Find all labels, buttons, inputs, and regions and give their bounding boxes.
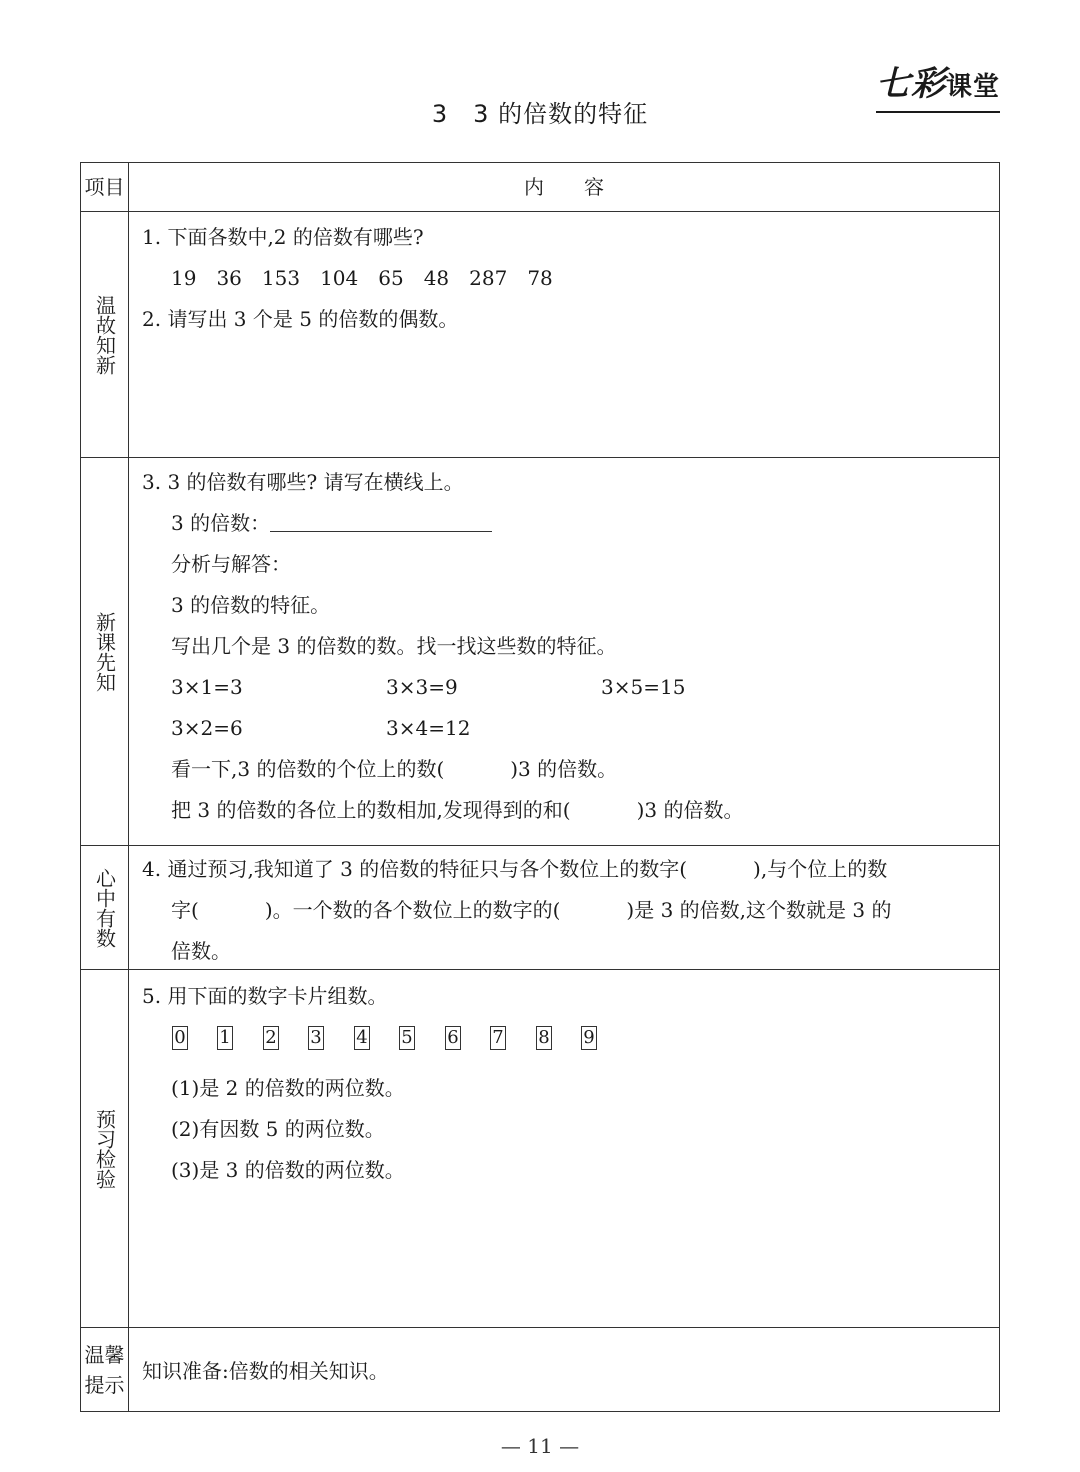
question-4-line-2	[171, 897, 891, 923]
digit-card: 8	[536, 1026, 552, 1050]
equation-3x5: 3×5=15	[601, 675, 686, 699]
digit-card: 9	[581, 1026, 597, 1050]
q4-text-a: 4. 通过预习,我知道了 3 的倍数的特征只与各个数位上的数字(	[142, 857, 688, 881]
sum-line	[171, 797, 744, 823]
section-content-check	[129, 970, 999, 1327]
sub-question-3: (3)是 3 的倍数的两位数。	[171, 1158, 405, 1182]
equation-3x3: 3×3=9	[386, 675, 458, 699]
question-1: 1. 下面各数中,2 的倍数有哪些?	[142, 225, 424, 249]
section-label-tip	[81, 1328, 129, 1411]
brand-logo-big: 七彩	[875, 64, 946, 104]
brand-logo-small: 课堂	[945, 72, 1000, 102]
digit-card: 0	[172, 1026, 188, 1050]
digit-card: 7	[490, 1026, 506, 1050]
observe-text-a: 看一下,3 的倍数的个位上的数(	[171, 757, 445, 781]
tip-label-line-2: 提示	[84, 1372, 125, 1397]
question-2: 2. 请写出 3 个是 5 的倍数的偶数。	[142, 307, 459, 331]
instruction-text: 写出几个是 3 的倍数的数。找一找这些数的特征。	[171, 634, 617, 658]
digit-card: 3	[308, 1026, 324, 1050]
equation-3x4: 3×4=12	[386, 716, 471, 740]
q4-text-d: )。一个数的各个数位上的数字的(	[264, 898, 561, 922]
digit-card: 2	[263, 1026, 279, 1050]
section-check	[81, 969, 999, 1327]
section-label-mind: 心中有数	[81, 846, 129, 969]
header-item-cell: 项目	[81, 163, 129, 211]
sum-text-b: )3 的倍数。	[636, 798, 744, 822]
question-3: 3. 3 的倍数有哪些? 请写在横线上。	[142, 470, 464, 494]
section-tip	[81, 1327, 999, 1411]
section-content-tip	[129, 1328, 999, 1411]
section-label-review: 温故知新	[81, 212, 129, 457]
q4-text-e: )是 3 的倍数,这个数就是 3 的	[626, 898, 892, 922]
question-4-line-3: 倍数。	[171, 939, 231, 963]
tip-text: 知识准备:倍数的相关知识。	[142, 1359, 389, 1383]
section-content-review	[129, 212, 999, 457]
equation-3x2: 3×2=6	[171, 716, 243, 740]
q4-text-b: ),与个位上的数	[753, 857, 888, 881]
digit-card: 6	[445, 1026, 461, 1050]
section-content-mind	[129, 846, 999, 969]
multiples-line	[171, 510, 492, 536]
observe-line	[171, 756, 617, 782]
sum-text-a: 把 3 的倍数的各位上的数相加,发现得到的和(	[171, 798, 571, 822]
equation-3x1: 3×1=3	[171, 675, 243, 699]
page-title: 3 3 的倍数的特征	[431, 100, 649, 128]
header-row	[81, 163, 999, 211]
section-mind	[81, 845, 999, 969]
page-number: — 11 —	[500, 1434, 580, 1458]
tip-label-line-1: 温馨	[84, 1342, 125, 1367]
digit-card: 1	[217, 1026, 233, 1050]
worksheet-table	[80, 162, 1000, 1412]
q4-text-c: 字(	[171, 898, 199, 922]
section-preview	[81, 457, 999, 845]
observe-text-b: )3 的倍数。	[510, 757, 618, 781]
multiples-answer-blank[interactable]	[270, 511, 492, 532]
section-review	[81, 211, 999, 457]
section-label-check: 预习检验	[81, 970, 129, 1327]
header-content-label: 内 容	[524, 175, 604, 199]
section-content-preview	[129, 458, 999, 845]
question-4-line-1	[142, 856, 887, 882]
question-1-numbers: 19 36 153 104 65 48 287 78	[171, 266, 553, 290]
sub-question-2: (2)有因数 5 的两位数。	[171, 1117, 385, 1141]
question-5: 5. 用下面的数字卡片组数。	[142, 984, 388, 1008]
section-label-preview: 新课先知	[81, 458, 129, 845]
digit-card: 4	[354, 1026, 370, 1050]
feature-heading: 3 的倍数的特征。	[171, 593, 331, 617]
analysis-label: 分析与解答：	[171, 552, 291, 576]
digit-card: 5	[399, 1026, 415, 1050]
multiples-label: 3 的倍数：	[171, 511, 271, 535]
header-content-cell	[129, 163, 999, 211]
sub-question-1: (1)是 2 的倍数的两位数。	[171, 1076, 405, 1100]
